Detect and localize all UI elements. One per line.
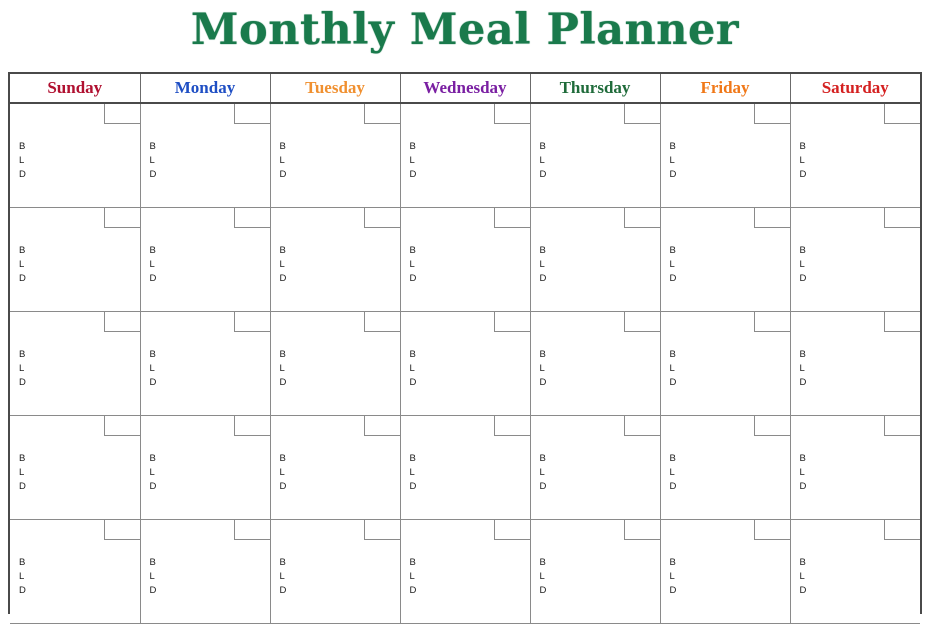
meal-slots xyxy=(670,556,677,598)
meal-slot-d[interactable]: D xyxy=(539,481,547,492)
day-number-box[interactable] xyxy=(624,520,660,540)
meal-slot-d[interactable]: D xyxy=(149,377,157,388)
weekday-header-wednesday xyxy=(400,74,530,103)
meal-slot-d[interactable]: D xyxy=(149,273,157,284)
meal-slot-l[interactable]: L xyxy=(279,259,285,270)
calendar-week-row xyxy=(10,103,920,208)
weekday-label: Saturday xyxy=(821,78,889,97)
meal-slot-l[interactable]: L xyxy=(279,363,285,374)
meal-slot-l[interactable]: L xyxy=(19,363,25,374)
meal-slot-l[interactable]: L xyxy=(279,571,285,582)
day-number-box[interactable] xyxy=(884,208,920,228)
meal-slot-l[interactable]: L xyxy=(799,155,805,166)
meal-slots xyxy=(410,348,417,390)
meal-slot-d[interactable]: D xyxy=(279,377,287,388)
meal-slots xyxy=(540,140,547,182)
meal-slot-d[interactable]: D xyxy=(409,273,417,284)
calendar-day-cell[interactable] xyxy=(140,520,270,624)
weekday-header-tuesday xyxy=(270,74,400,103)
meal-slot-d[interactable]: D xyxy=(799,169,807,180)
day-number-box[interactable] xyxy=(884,520,920,540)
meal-slot-l[interactable]: L xyxy=(409,467,415,478)
day-number-box[interactable] xyxy=(364,416,400,436)
meal-slot-b[interactable]: B xyxy=(409,141,417,152)
calendar-day-cell[interactable] xyxy=(530,520,660,624)
meal-slots xyxy=(800,348,807,390)
meal-slot-l[interactable]: L xyxy=(149,363,155,374)
meal-slots xyxy=(540,556,547,598)
meal-slot-l[interactable]: L xyxy=(149,259,155,270)
meal-slot-d[interactable]: D xyxy=(799,481,807,492)
day-number-box[interactable] xyxy=(104,312,140,332)
meal-slot-b[interactable]: B xyxy=(409,557,417,568)
meal-slot-l[interactable]: L xyxy=(669,363,675,374)
calendar-day-cell[interactable] xyxy=(270,416,400,520)
calendar-table xyxy=(10,74,920,624)
meal-slot-l[interactable]: L xyxy=(799,363,805,374)
meal-slots xyxy=(19,140,26,182)
meal-slot-d[interactable]: D xyxy=(19,273,27,284)
meal-slot-l[interactable]: L xyxy=(409,363,415,374)
day-number-box[interactable] xyxy=(624,416,660,436)
meal-slot-l[interactable]: L xyxy=(409,259,415,270)
weekday-header-monday xyxy=(140,74,270,103)
meal-slot-b[interactable]: B xyxy=(19,349,26,360)
meal-slots xyxy=(19,244,26,286)
meal-slot-d[interactable]: D xyxy=(799,585,807,596)
meal-slot-d[interactable]: D xyxy=(409,481,417,492)
weekday-label: Monday xyxy=(174,78,236,97)
meal-slot-l[interactable]: L xyxy=(149,467,155,478)
meal-slot-l[interactable]: L xyxy=(149,571,155,582)
calendar-day-cell[interactable] xyxy=(790,416,920,520)
calendar-day-cell[interactable] xyxy=(530,103,660,208)
meal-slot-d[interactable]: D xyxy=(669,169,677,180)
meal-slot-l[interactable]: L xyxy=(279,155,285,166)
meal-slot-b[interactable]: B xyxy=(539,453,547,464)
meal-slot-b[interactable]: B xyxy=(279,557,287,568)
calendar-week-row xyxy=(10,208,920,312)
meal-slot-b[interactable]: B xyxy=(539,349,547,360)
meal-slot-b[interactable]: B xyxy=(799,557,807,568)
calendar-day-cell[interactable] xyxy=(140,312,270,416)
day-number-box[interactable] xyxy=(624,312,660,332)
calendar-day-cell[interactable] xyxy=(660,103,790,208)
weekday-header-friday xyxy=(660,74,790,103)
meal-slot-b[interactable]: B xyxy=(149,453,157,464)
meal-slot-d[interactable]: D xyxy=(409,377,417,388)
day-number-box[interactable] xyxy=(494,208,530,228)
calendar-body xyxy=(10,103,920,624)
calendar-day-cell[interactable] xyxy=(400,312,530,416)
calendar-day-cell[interactable] xyxy=(790,208,920,312)
meal-slot-b[interactable]: B xyxy=(19,557,26,568)
calendar-day-cell[interactable] xyxy=(10,103,140,208)
calendar-day-cell[interactable] xyxy=(140,208,270,312)
calendar-day-cell[interactable] xyxy=(400,208,530,312)
calendar-day-cell[interactable] xyxy=(790,103,920,208)
meal-slot-l[interactable]: L xyxy=(19,571,25,582)
meal-slots xyxy=(670,140,677,182)
meal-slot-b[interactable]: B xyxy=(279,245,287,256)
meal-slots xyxy=(670,452,677,494)
meal-slot-d[interactable]: D xyxy=(149,585,157,596)
calendar-day-cell[interactable] xyxy=(10,312,140,416)
meal-slots xyxy=(280,140,287,182)
meal-slot-d[interactable]: D xyxy=(669,585,677,596)
meal-slot-d[interactable]: D xyxy=(149,481,157,492)
day-number-box[interactable] xyxy=(104,416,140,436)
calendar-grid xyxy=(8,72,922,614)
meal-slots xyxy=(410,556,417,598)
calendar-day-cell[interactable] xyxy=(270,103,400,208)
meal-slot-b[interactable]: B xyxy=(19,245,26,256)
calendar-day-cell[interactable] xyxy=(530,416,660,520)
day-number-box[interactable] xyxy=(104,104,140,124)
meal-slot-b[interactable]: B xyxy=(409,453,417,464)
meal-slot-l[interactable]: L xyxy=(19,467,25,478)
calendar-day-cell[interactable] xyxy=(270,208,400,312)
meal-slots xyxy=(19,556,26,598)
meal-slot-b[interactable]: B xyxy=(539,557,547,568)
calendar-day-cell[interactable] xyxy=(270,312,400,416)
meal-slot-d[interactable]: D xyxy=(539,273,547,284)
calendar-week-row xyxy=(10,520,920,624)
meal-slots xyxy=(150,348,157,390)
meal-slots xyxy=(19,452,26,494)
calendar-day-cell[interactable] xyxy=(400,520,530,624)
calendar-day-cell[interactable] xyxy=(790,520,920,624)
day-number-box[interactable] xyxy=(234,520,270,540)
day-number-box[interactable] xyxy=(364,312,400,332)
meal-slot-l[interactable]: L xyxy=(539,155,545,166)
meal-slot-l[interactable]: L xyxy=(669,571,675,582)
calendar-day-cell[interactable] xyxy=(530,208,660,312)
weekday-label: Wednesday xyxy=(423,78,507,97)
meal-slot-l[interactable]: L xyxy=(19,155,25,166)
calendar-day-cell[interactable] xyxy=(270,520,400,624)
day-number-box[interactable] xyxy=(884,312,920,332)
meal-slot-b[interactable]: B xyxy=(149,141,157,152)
meal-slot-d[interactable]: D xyxy=(19,377,27,388)
calendar-day-cell[interactable] xyxy=(660,416,790,520)
meal-slot-b[interactable]: B xyxy=(149,245,157,256)
calendar-day-cell[interactable] xyxy=(660,312,790,416)
day-number-box[interactable] xyxy=(364,520,400,540)
meal-slot-d[interactable]: D xyxy=(279,169,287,180)
meal-slot-b[interactable]: B xyxy=(279,349,287,360)
meal-slot-l[interactable]: L xyxy=(409,155,415,166)
calendar-day-cell[interactable] xyxy=(400,416,530,520)
meal-slots xyxy=(410,140,417,182)
meal-slots xyxy=(540,244,547,286)
meal-slot-b[interactable]: B xyxy=(539,141,547,152)
meal-slot-d[interactable]: D xyxy=(799,377,807,388)
day-number-box[interactable] xyxy=(494,312,530,332)
meal-slots xyxy=(280,452,287,494)
day-number-box[interactable] xyxy=(754,520,790,540)
meal-slots xyxy=(800,556,807,598)
meal-slot-l[interactable]: L xyxy=(409,571,415,582)
meal-slots xyxy=(540,348,547,390)
meal-slots xyxy=(150,556,157,598)
day-number-box[interactable] xyxy=(624,104,660,124)
weekday-header-thursday xyxy=(530,74,660,103)
calendar-week-row xyxy=(10,416,920,520)
weekday-header-row xyxy=(10,74,920,103)
meal-slot-b[interactable]: B xyxy=(799,453,807,464)
meal-slot-d[interactable]: D xyxy=(19,169,27,180)
meal-slot-d[interactable]: D xyxy=(539,169,547,180)
meal-slot-l[interactable]: L xyxy=(799,259,805,270)
day-number-box[interactable] xyxy=(494,416,530,436)
meal-slot-d[interactable]: D xyxy=(409,585,417,596)
meal-slot-b[interactable]: B xyxy=(669,453,677,464)
meal-slot-d[interactable]: D xyxy=(669,377,677,388)
meal-slot-l[interactable]: L xyxy=(279,467,285,478)
calendar-day-cell[interactable] xyxy=(660,520,790,624)
meal-slot-b[interactable]: B xyxy=(799,141,807,152)
meal-slot-b[interactable]: B xyxy=(799,349,807,360)
meal-slot-b[interactable]: B xyxy=(279,141,287,152)
meal-slots xyxy=(800,244,807,286)
day-number-box[interactable] xyxy=(624,208,660,228)
day-number-box[interactable] xyxy=(754,416,790,436)
meal-slot-b[interactable]: B xyxy=(669,557,677,568)
meal-slot-b[interactable]: B xyxy=(669,141,677,152)
meal-slot-d[interactable]: D xyxy=(279,273,287,284)
meal-slots xyxy=(150,140,157,182)
meal-slot-b[interactable]: B xyxy=(279,453,287,464)
meal-slot-d[interactable]: D xyxy=(149,169,157,180)
meal-slot-b[interactable]: B xyxy=(149,557,157,568)
day-number-box[interactable] xyxy=(754,104,790,124)
meal-slot-l[interactable]: L xyxy=(19,259,25,270)
meal-slot-l[interactable]: L xyxy=(669,467,675,478)
calendar-header xyxy=(10,74,920,103)
day-number-box[interactable] xyxy=(234,312,270,332)
meal-slot-b[interactable]: B xyxy=(669,349,677,360)
meal-slot-d[interactable]: D xyxy=(539,585,547,596)
weekday-header-sunday xyxy=(10,74,140,103)
day-number-box[interactable] xyxy=(494,520,530,540)
page-title: Monthly Meal Planner xyxy=(190,5,740,55)
meal-slot-l[interactable]: L xyxy=(539,571,545,582)
meal-slot-b[interactable]: B xyxy=(19,141,26,152)
weekday-header-saturday xyxy=(790,74,920,103)
weekday-label: Sunday xyxy=(47,78,103,97)
meal-slots xyxy=(150,452,157,494)
meal-slot-l[interactable]: L xyxy=(799,571,805,582)
meal-slot-d[interactable]: D xyxy=(669,481,677,492)
day-number-box[interactable] xyxy=(234,208,270,228)
day-number-box[interactable] xyxy=(104,520,140,540)
meal-slot-b[interactable]: B xyxy=(669,245,677,256)
meal-slots xyxy=(150,244,157,286)
calendar-day-cell[interactable] xyxy=(790,312,920,416)
meal-slot-d[interactable]: D xyxy=(279,585,287,596)
meal-slot-b[interactable]: B xyxy=(409,349,417,360)
day-number-box[interactable] xyxy=(364,208,400,228)
calendar-day-cell[interactable] xyxy=(140,103,270,208)
meal-slot-b[interactable]: B xyxy=(19,453,26,464)
meal-slots xyxy=(410,244,417,286)
weekday-label: Tuesday xyxy=(305,78,365,97)
meal-slot-b[interactable]: B xyxy=(409,245,417,256)
day-number-box[interactable] xyxy=(754,208,790,228)
meal-slot-b[interactable]: B xyxy=(799,245,807,256)
meal-slot-d[interactable]: D xyxy=(19,481,27,492)
day-number-box[interactable] xyxy=(754,312,790,332)
meal-slots xyxy=(280,348,287,390)
weekday-label: Thursday xyxy=(559,78,631,97)
meal-slot-l[interactable]: L xyxy=(669,155,675,166)
meal-slot-l[interactable]: L xyxy=(799,467,805,478)
calendar-week-row xyxy=(10,312,920,416)
day-number-box[interactable] xyxy=(884,104,920,124)
meal-slots xyxy=(800,140,807,182)
day-number-box[interactable] xyxy=(884,416,920,436)
meal-slot-d[interactable]: D xyxy=(539,377,547,388)
weekday-label: Friday xyxy=(700,78,750,97)
calendar-day-cell[interactable] xyxy=(140,416,270,520)
day-number-box[interactable] xyxy=(104,208,140,228)
meal-slots xyxy=(19,348,26,390)
calendar-day-cell[interactable] xyxy=(530,312,660,416)
calendar-day-cell[interactable] xyxy=(660,208,790,312)
meal-slot-d[interactable]: D xyxy=(19,585,27,596)
meal-slots xyxy=(280,556,287,598)
calendar-day-cell[interactable] xyxy=(10,208,140,312)
meal-slot-l[interactable]: L xyxy=(539,363,545,374)
meal-slot-l[interactable]: L xyxy=(539,467,545,478)
meal-slots xyxy=(670,244,677,286)
calendar-day-cell[interactable] xyxy=(10,520,140,624)
meal-slots xyxy=(540,452,547,494)
meal-slot-b[interactable]: B xyxy=(539,245,547,256)
meal-slot-d[interactable]: D xyxy=(669,273,677,284)
meal-slots xyxy=(410,452,417,494)
meal-slots xyxy=(670,348,677,390)
meal-slot-d[interactable]: D xyxy=(279,481,287,492)
meal-slots xyxy=(800,452,807,494)
calendar-day-cell[interactable] xyxy=(400,103,530,208)
meal-slots xyxy=(280,244,287,286)
day-number-box[interactable] xyxy=(494,104,530,124)
meal-slot-b[interactable]: B xyxy=(149,349,157,360)
calendar-day-cell[interactable] xyxy=(10,416,140,520)
meal-slot-d[interactable]: D xyxy=(799,273,807,284)
meal-slot-d[interactable]: D xyxy=(409,169,417,180)
day-number-box[interactable] xyxy=(234,104,270,124)
meal-slot-l[interactable]: L xyxy=(539,259,545,270)
meal-slot-l[interactable]: L xyxy=(149,155,155,166)
meal-slot-l[interactable]: L xyxy=(669,259,675,270)
day-number-box[interactable] xyxy=(234,416,270,436)
day-number-box[interactable] xyxy=(364,104,400,124)
